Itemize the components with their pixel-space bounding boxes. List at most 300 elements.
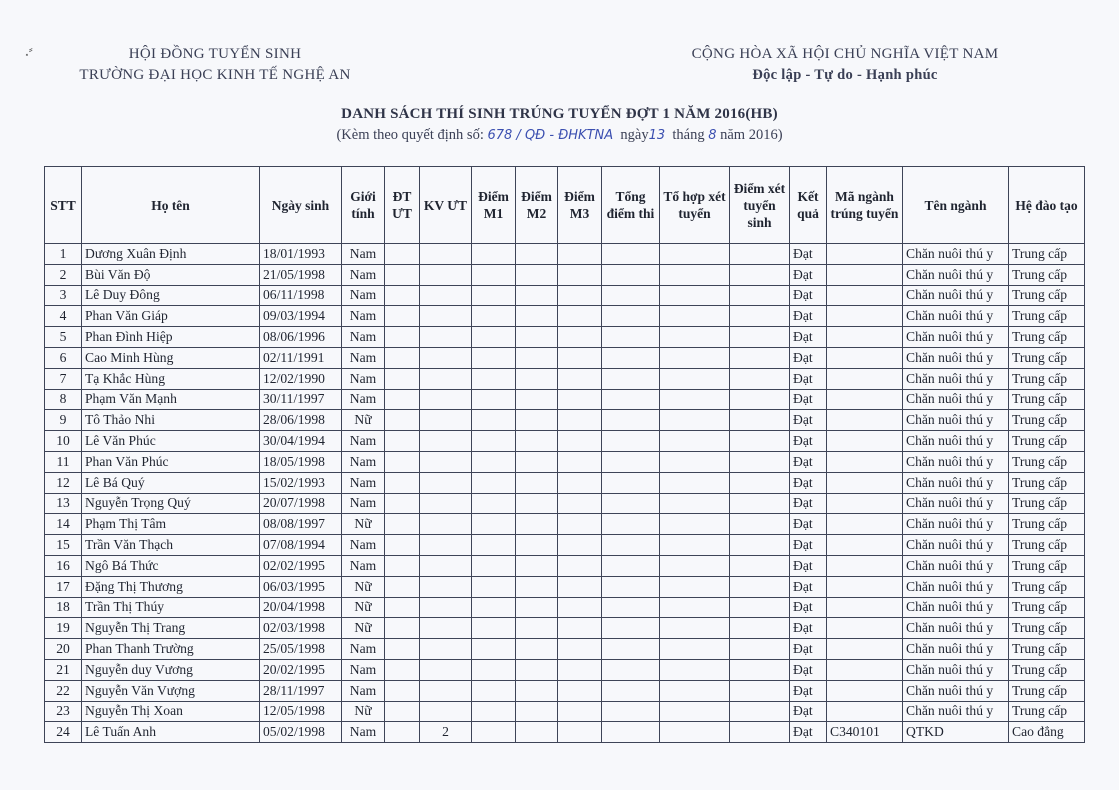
cell-dt-ut [385, 431, 420, 452]
cell-name: Trần Thị Thúy [82, 597, 260, 618]
cell-m1 [472, 285, 516, 306]
cell-total [602, 244, 660, 265]
cell-m2 [516, 597, 558, 618]
cell-m3 [558, 368, 602, 389]
cell-dob: 30/04/1994 [260, 431, 342, 452]
cell-adm-score [730, 493, 790, 514]
cell-m3 [558, 389, 602, 410]
cell-adm-score [730, 327, 790, 348]
country-name: CỘNG HÒA XÃ HỘI CHỦ NGHĨA VIỆT NAM [691, 46, 999, 62]
cell-combo [660, 410, 730, 431]
cell-kv-ut [420, 431, 472, 452]
cell-combo [660, 285, 730, 306]
cell-major: Chăn nuôi thú y [903, 347, 1009, 368]
cell-combo [660, 306, 730, 327]
cell-m1 [472, 618, 516, 639]
cell-kv-ut [420, 327, 472, 348]
table-header-row [45, 167, 1085, 244]
cell-combo [660, 535, 730, 556]
cell-adm-score [730, 472, 790, 493]
cell-dt-ut [385, 576, 420, 597]
cell-m3 [558, 472, 602, 493]
cell-kv-ut [420, 389, 472, 410]
cell-m2 [516, 389, 558, 410]
cell-combo [660, 327, 730, 348]
cell-stt: 13 [45, 493, 82, 514]
cell-m2 [516, 410, 558, 431]
cell-m2 [516, 659, 558, 680]
cell-kv-ut [420, 514, 472, 535]
cell-stt: 8 [45, 389, 82, 410]
cell-adm-score [730, 722, 790, 743]
cell-adm-score [730, 576, 790, 597]
cell-major: Chăn nuôi thú y [903, 368, 1009, 389]
cell-dt-ut [385, 701, 420, 722]
cell-total [602, 347, 660, 368]
cell-kv-ut [420, 285, 472, 306]
cell-dt-ut [385, 389, 420, 410]
cell-major-code [827, 639, 903, 660]
cell-gender: Nam [342, 306, 385, 327]
cell-name: Ngô Bá Thức [82, 555, 260, 576]
cell-combo [660, 368, 730, 389]
table-row [45, 597, 1085, 618]
cell-stt: 21 [45, 659, 82, 680]
cell-major: Chăn nuôi thú y [903, 451, 1009, 472]
cell-m3 [558, 659, 602, 680]
decision-day: 13 [648, 128, 666, 143]
cell-system: Trung cấp [1009, 680, 1085, 701]
cell-kv-ut [420, 493, 472, 514]
cell-total [602, 368, 660, 389]
cell-major-code [827, 264, 903, 285]
cell-m1 [472, 389, 516, 410]
cell-gender: Nam [342, 347, 385, 368]
cell-gender: Nam [342, 722, 385, 743]
cell-combo [660, 389, 730, 410]
cell-gender: Nam [342, 535, 385, 556]
cell-stt: 14 [45, 514, 82, 535]
cell-name: Nguyễn Thị Xoan [82, 701, 260, 722]
table-row [45, 493, 1085, 514]
cell-dt-ut [385, 597, 420, 618]
cell-m3 [558, 410, 602, 431]
cell-dob: 30/11/1997 [260, 389, 342, 410]
cell-name: Phạm Thị Tâm [82, 514, 260, 535]
cell-m3 [558, 680, 602, 701]
cell-dob: 20/02/1995 [260, 659, 342, 680]
cell-gender: Nam [342, 493, 385, 514]
table-row [45, 618, 1085, 639]
cell-major: Chăn nuôi thú y [903, 244, 1009, 265]
cell-dob: 20/07/1998 [260, 493, 342, 514]
cell-m1 [472, 347, 516, 368]
col-m1: Điểm M1 [472, 167, 516, 244]
cell-major: Chăn nuôi thú y [903, 472, 1009, 493]
cell-total [602, 306, 660, 327]
cell-system: Trung cấp [1009, 264, 1085, 285]
cell-m1 [472, 431, 516, 452]
cell-major: Chăn nuôi thú y [903, 576, 1009, 597]
cell-major-code [827, 597, 903, 618]
cell-adm-score [730, 618, 790, 639]
cell-result: Đạt [790, 472, 827, 493]
cell-m1 [472, 472, 516, 493]
cell-adm-score [730, 555, 790, 576]
cell-stt: 2 [45, 264, 82, 285]
cell-major-code [827, 244, 903, 265]
cell-major-code [827, 431, 903, 452]
cell-kv-ut [420, 701, 472, 722]
table-row [45, 535, 1085, 556]
cell-stt: 4 [45, 306, 82, 327]
cell-name: Bùi Văn Độ [82, 264, 260, 285]
cell-system: Trung cấp [1009, 306, 1085, 327]
cell-gender: Nam [342, 264, 385, 285]
cell-adm-score [730, 264, 790, 285]
motto: Độc lập - Tự do - Hạnh phúc [752, 67, 938, 83]
cell-result: Đạt [790, 597, 827, 618]
cell-adm-score [730, 659, 790, 680]
cell-gender: Nữ [342, 514, 385, 535]
cell-major: Chăn nuôi thú y [903, 514, 1009, 535]
cell-combo [660, 659, 730, 680]
cell-result: Đạt [790, 618, 827, 639]
cell-dob: 20/04/1998 [260, 597, 342, 618]
cell-m1 [472, 701, 516, 722]
cell-total [602, 639, 660, 660]
cell-m1 [472, 639, 516, 660]
cell-kv-ut [420, 639, 472, 660]
cell-m2 [516, 493, 558, 514]
cell-dob: 21/05/1998 [260, 264, 342, 285]
cell-major-code [827, 618, 903, 639]
cell-name: Phạm Văn Mạnh [82, 389, 260, 410]
cell-total [602, 493, 660, 514]
cell-m2 [516, 639, 558, 660]
cell-m2 [516, 368, 558, 389]
cell-result: Đạt [790, 535, 827, 556]
table-row [45, 555, 1085, 576]
cell-system: Trung cấp [1009, 347, 1085, 368]
cell-combo [660, 244, 730, 265]
cell-adm-score [730, 431, 790, 452]
cell-kv-ut [420, 347, 472, 368]
cell-system: Trung cấp [1009, 618, 1085, 639]
cell-dob: 06/11/1998 [260, 285, 342, 306]
cell-result: Đạt [790, 555, 827, 576]
col-major: Tên ngành [903, 167, 1009, 244]
cell-major-code [827, 576, 903, 597]
cell-total [602, 722, 660, 743]
decision-number: 678 / QĐ - ĐHKTNA [487, 128, 614, 143]
cell-combo [660, 680, 730, 701]
col-kv-ut: KV ƯT [420, 167, 472, 244]
cell-m2 [516, 264, 558, 285]
cell-gender: Nam [342, 472, 385, 493]
cell-combo [660, 597, 730, 618]
cell-gender: Nam [342, 327, 385, 348]
cell-system: Trung cấp [1009, 639, 1085, 660]
cell-system: Trung cấp [1009, 451, 1085, 472]
cell-dt-ut [385, 327, 420, 348]
cell-kv-ut [420, 659, 472, 680]
cell-combo [660, 576, 730, 597]
cell-m3 [558, 431, 602, 452]
cell-total [602, 431, 660, 452]
cell-result: Đạt [790, 722, 827, 743]
cell-major: Chăn nuôi thú y [903, 389, 1009, 410]
cell-total [602, 285, 660, 306]
cell-name: Lê Bá Quý [82, 472, 260, 493]
cell-m3 [558, 285, 602, 306]
cell-m3 [558, 493, 602, 514]
cell-dt-ut [385, 618, 420, 639]
cell-m3 [558, 597, 602, 618]
cell-name: Nguyễn duy Vương [82, 659, 260, 680]
cell-m1 [472, 659, 516, 680]
cell-adm-score [730, 410, 790, 431]
cell-m2 [516, 285, 558, 306]
col-adm-score: Điểm xét tuyển sinh [730, 167, 790, 244]
cell-combo [660, 431, 730, 452]
cell-major-code [827, 680, 903, 701]
cell-m1 [472, 514, 516, 535]
cell-result: Đạt [790, 306, 827, 327]
cell-gender: Nữ [342, 618, 385, 639]
cell-gender: Nam [342, 680, 385, 701]
cell-major: Chăn nuôi thú y [903, 431, 1009, 452]
cell-result: Đạt [790, 701, 827, 722]
cell-m1 [472, 410, 516, 431]
cell-adm-score [730, 514, 790, 535]
day-label: ngày [620, 127, 649, 143]
cell-dt-ut [385, 535, 420, 556]
cell-stt: 1 [45, 244, 82, 265]
cell-name: Phan Đình Hiệp [82, 327, 260, 348]
cell-adm-score [730, 368, 790, 389]
cell-name: Trần Văn Thạch [82, 535, 260, 556]
cell-adm-score [730, 597, 790, 618]
cell-stt: 18 [45, 597, 82, 618]
cell-dt-ut [385, 285, 420, 306]
cell-stt: 15 [45, 535, 82, 556]
cell-gender: Nam [342, 639, 385, 660]
cell-dob: 28/11/1997 [260, 680, 342, 701]
university-name: TRƯỜNG ĐẠI HỌC KINH TẾ NGHỆ AN [79, 67, 351, 83]
cell-kv-ut [420, 680, 472, 701]
cell-stt: 23 [45, 701, 82, 722]
cell-m3 [558, 535, 602, 556]
cell-major-code [827, 285, 903, 306]
cell-system: Trung cấp [1009, 431, 1085, 452]
cell-combo [660, 701, 730, 722]
cell-m3 [558, 555, 602, 576]
cell-major: Chăn nuôi thú y [903, 264, 1009, 285]
cell-total [602, 327, 660, 348]
cell-major-code [827, 535, 903, 556]
table-row [45, 639, 1085, 660]
cell-major: Chăn nuôi thú y [903, 327, 1009, 348]
cell-total [602, 535, 660, 556]
cell-gender: Nam [342, 285, 385, 306]
cell-m1 [472, 597, 516, 618]
cell-major-code [827, 701, 903, 722]
cell-system: Trung cấp [1009, 659, 1085, 680]
cell-gender: Nam [342, 555, 385, 576]
cell-gender: Nữ [342, 410, 385, 431]
cell-combo [660, 451, 730, 472]
table-row [45, 244, 1085, 265]
cell-major-code [827, 514, 903, 535]
cell-m2 [516, 431, 558, 452]
cell-major-code [827, 659, 903, 680]
cell-m1 [472, 451, 516, 472]
cell-major-code [827, 327, 903, 348]
cell-result: Đạt [790, 659, 827, 680]
cell-name: Phan Văn Phúc [82, 451, 260, 472]
cell-kv-ut [420, 535, 472, 556]
cell-combo [660, 639, 730, 660]
cell-dt-ut [385, 722, 420, 743]
col-gender: Giới tính [342, 167, 385, 244]
cell-total [602, 410, 660, 431]
cell-major-code [827, 555, 903, 576]
cell-stt: 24 [45, 722, 82, 743]
cell-dt-ut [385, 306, 420, 327]
cell-gender: Nữ [342, 576, 385, 597]
cell-kv-ut [420, 451, 472, 472]
cell-m3 [558, 618, 602, 639]
cell-m1 [472, 535, 516, 556]
cell-m1 [472, 555, 516, 576]
cell-major-code: C340101 [827, 722, 903, 743]
cell-dt-ut [385, 410, 420, 431]
cell-dob: 02/03/1998 [260, 618, 342, 639]
cell-result: Đạt [790, 347, 827, 368]
table-row [45, 514, 1085, 535]
cell-major-code [827, 451, 903, 472]
cell-m2 [516, 701, 558, 722]
cell-m3 [558, 701, 602, 722]
cell-result: Đạt [790, 244, 827, 265]
table-row [45, 472, 1085, 493]
cell-major: Chăn nuôi thú y [903, 659, 1009, 680]
cell-total [602, 680, 660, 701]
cell-major: Chăn nuôi thú y [903, 535, 1009, 556]
cell-stt: 10 [45, 431, 82, 452]
cell-dt-ut [385, 514, 420, 535]
cell-combo [660, 722, 730, 743]
table-row [45, 576, 1085, 597]
cell-system: Trung cấp [1009, 535, 1085, 556]
col-dob: Ngày sinh [260, 167, 342, 244]
cell-dob: 07/08/1994 [260, 535, 342, 556]
cell-total [602, 701, 660, 722]
cell-adm-score [730, 244, 790, 265]
cell-dob: 08/06/1996 [260, 327, 342, 348]
cell-m2 [516, 306, 558, 327]
table-row [45, 306, 1085, 327]
cell-combo [660, 555, 730, 576]
cell-dob: 12/02/1990 [260, 368, 342, 389]
document-title: DANH SÁCH THÍ SINH TRÚNG TUYỂN ĐỢT 1 NĂM 2016(HB) [341, 106, 778, 122]
cell-m1 [472, 244, 516, 265]
cell-major: Chăn nuôi thú y [903, 597, 1009, 618]
cell-system: Cao đẳng [1009, 722, 1085, 743]
cell-gender: Nam [342, 451, 385, 472]
cell-result: Đạt [790, 410, 827, 431]
cell-major-code [827, 493, 903, 514]
cell-total [602, 514, 660, 535]
cell-system: Trung cấp [1009, 493, 1085, 514]
cell-gender: Nam [342, 431, 385, 452]
cell-m2 [516, 722, 558, 743]
cell-m3 [558, 306, 602, 327]
cell-system: Trung cấp [1009, 285, 1085, 306]
cell-dob: 06/03/1995 [260, 576, 342, 597]
cell-major-code [827, 410, 903, 431]
cell-m1 [472, 722, 516, 743]
cell-gender: Nam [342, 368, 385, 389]
cell-adm-score [730, 306, 790, 327]
cell-combo [660, 347, 730, 368]
cell-total [602, 555, 660, 576]
cell-total [602, 264, 660, 285]
cell-adm-score [730, 347, 790, 368]
table-row [45, 389, 1085, 410]
cell-adm-score [730, 389, 790, 410]
table-row [45, 701, 1085, 722]
cell-total [602, 451, 660, 472]
cell-kv-ut [420, 368, 472, 389]
cell-m3 [558, 722, 602, 743]
cell-major-code [827, 306, 903, 327]
cell-m3 [558, 639, 602, 660]
table-row [45, 451, 1085, 472]
cell-dob: 08/08/1997 [260, 514, 342, 535]
cell-dt-ut [385, 347, 420, 368]
col-total: Tổng điểm thi [602, 167, 660, 244]
decision-year: năm 2016) [720, 127, 783, 143]
cell-major-code [827, 368, 903, 389]
cell-m3 [558, 514, 602, 535]
cell-m1 [472, 493, 516, 514]
cell-dt-ut [385, 493, 420, 514]
cell-result: Đạt [790, 514, 827, 535]
cell-result: Đạt [790, 493, 827, 514]
cell-kv-ut [420, 306, 472, 327]
cell-result: Đạt [790, 451, 827, 472]
cell-m2 [516, 514, 558, 535]
cell-major-code [827, 347, 903, 368]
cell-stt: 12 [45, 472, 82, 493]
cell-m1 [472, 306, 516, 327]
cell-major: QTKD [903, 722, 1009, 743]
cell-dob: 28/06/1998 [260, 410, 342, 431]
cell-m3 [558, 327, 602, 348]
cell-result: Đạt [790, 639, 827, 660]
cell-stt: 6 [45, 347, 82, 368]
col-major-code: Mã ngành trúng tuyển [827, 167, 903, 244]
cell-name: Tạ Khắc Hùng [82, 368, 260, 389]
cell-system: Trung cấp [1009, 389, 1085, 410]
cell-name: Lê Tuấn Anh [82, 722, 260, 743]
cell-gender: Nữ [342, 701, 385, 722]
cell-result: Đạt [790, 368, 827, 389]
cell-kv-ut [420, 410, 472, 431]
table-row [45, 347, 1085, 368]
